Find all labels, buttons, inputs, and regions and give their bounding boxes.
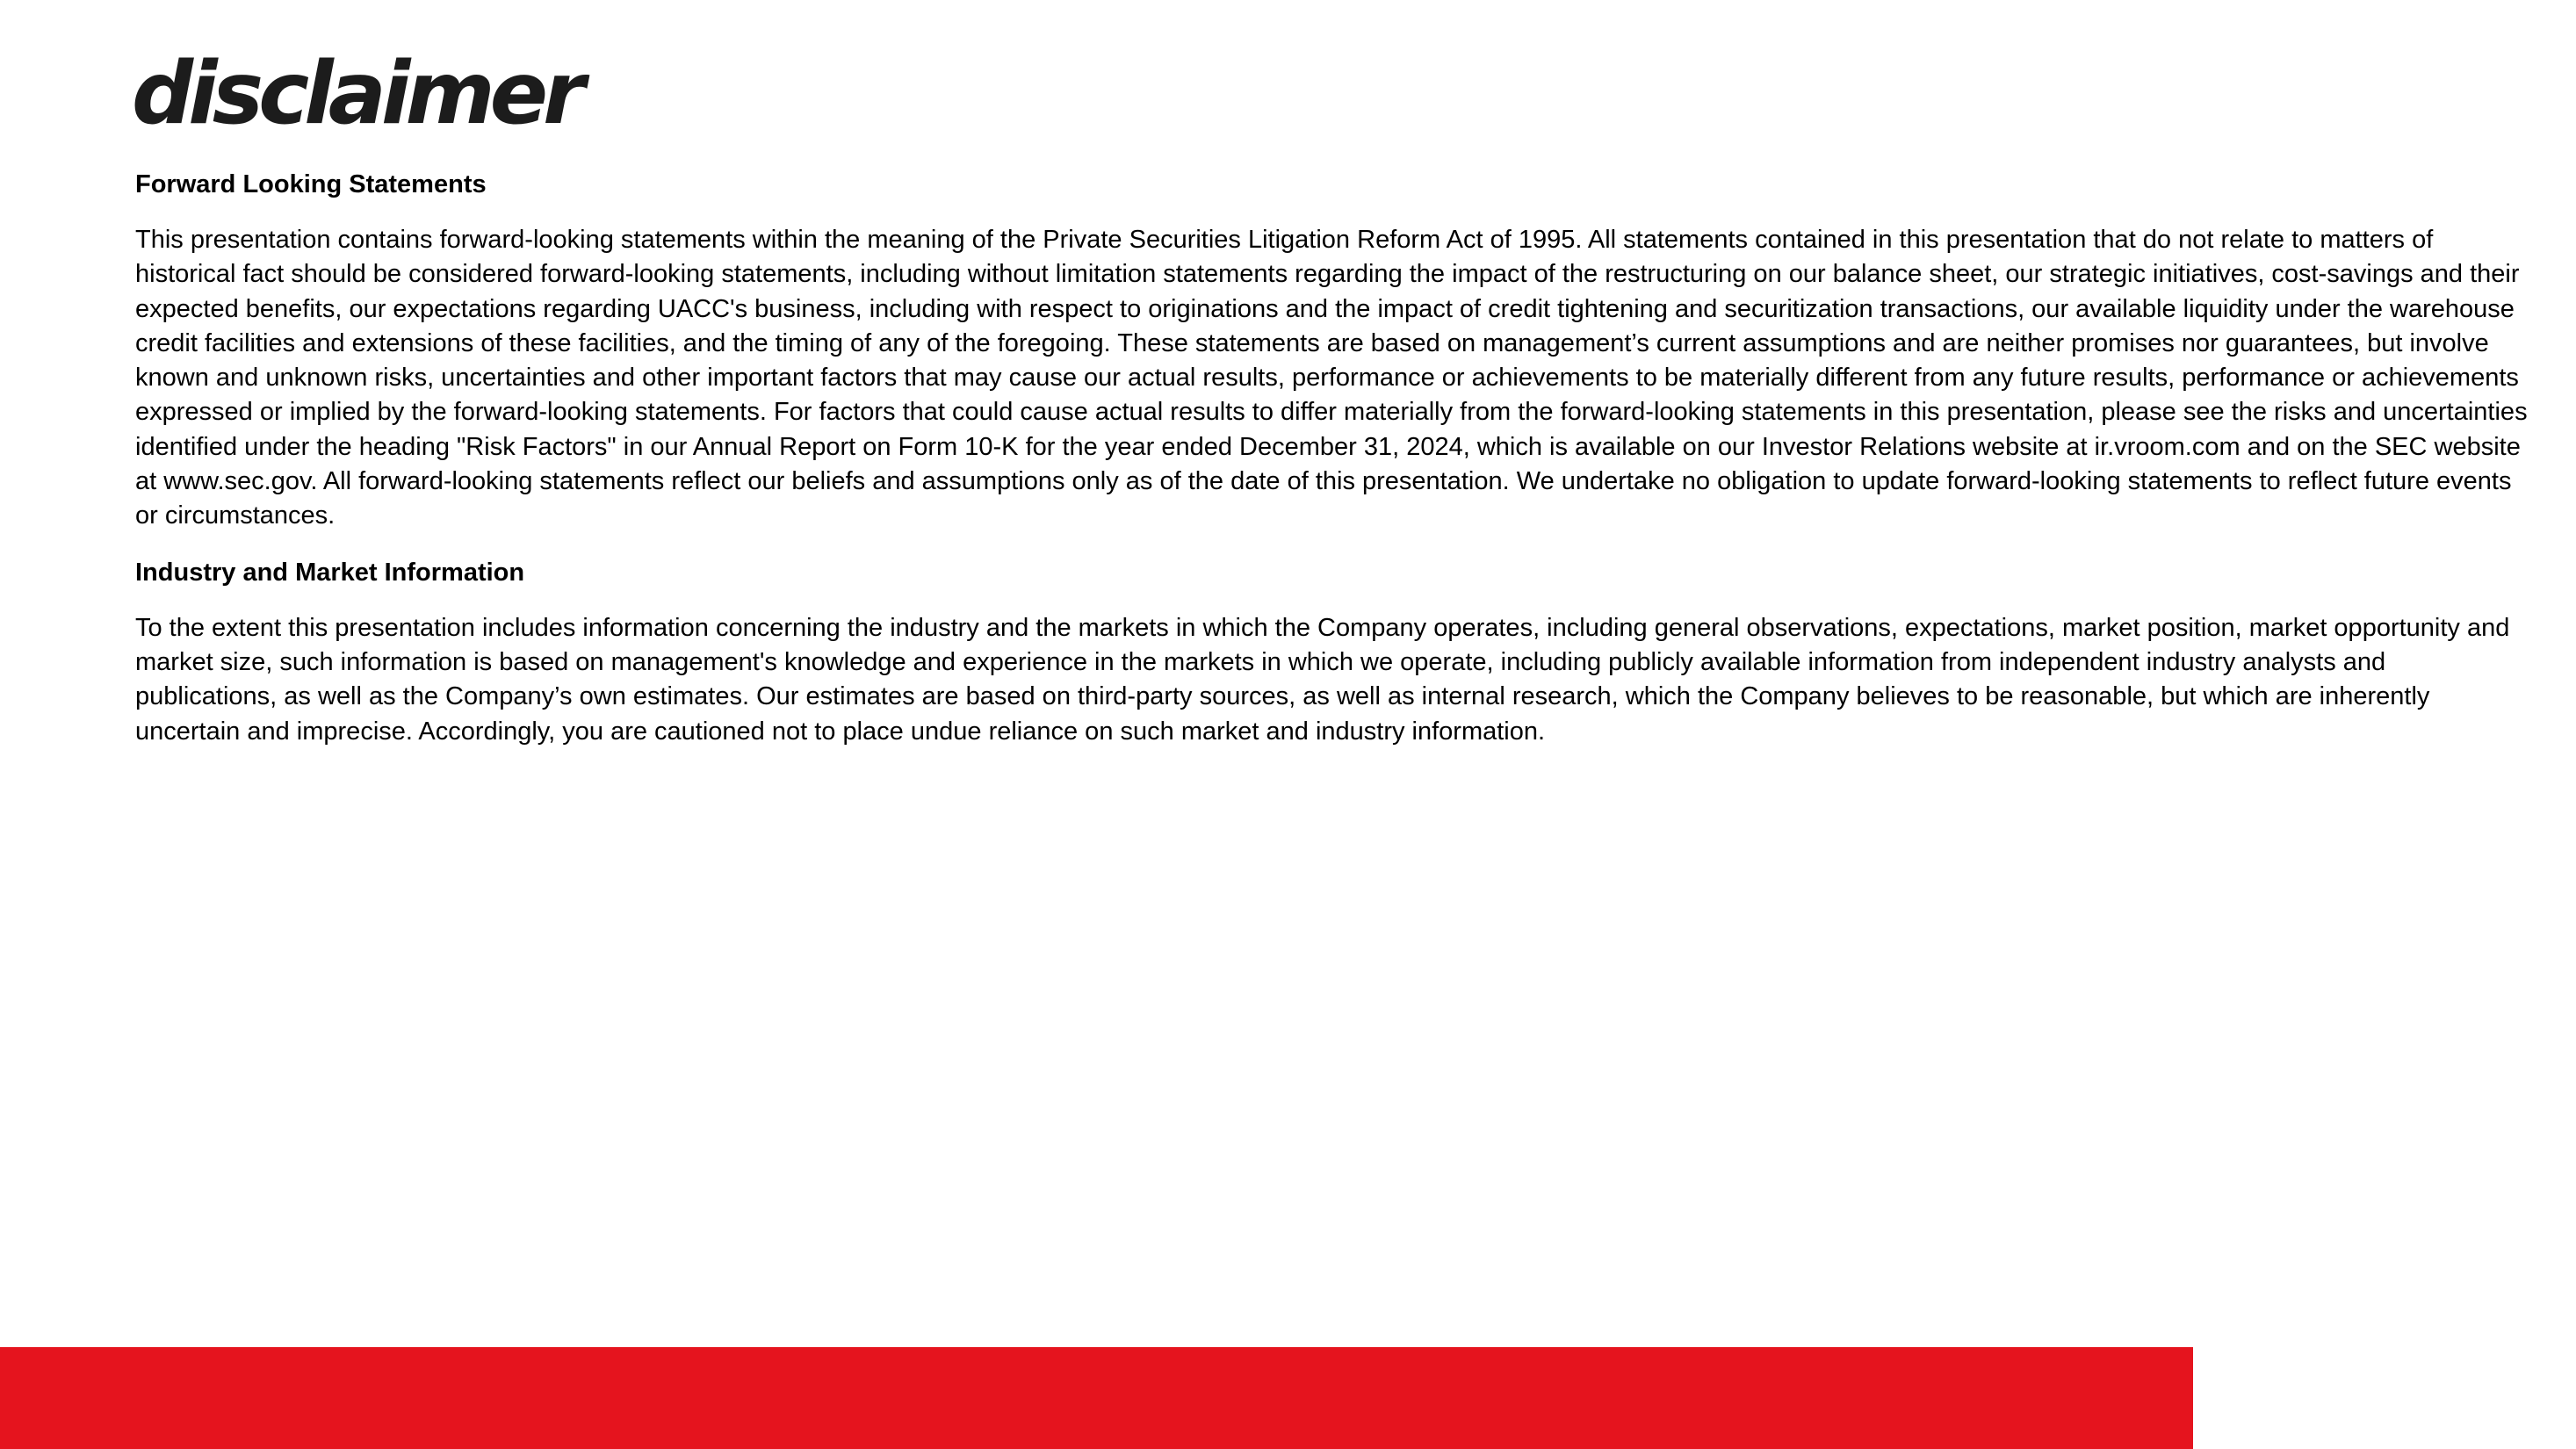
section-heading-industry-market: Industry and Market Information bbox=[135, 558, 525, 587]
section-divider-space bbox=[135, 534, 2533, 557]
disclaimer-content bbox=[135, 169, 2533, 749]
section-body-forward-looking: This presentation contains forward-looking statements within the meaning of the Private Securities Litigation Reform Act of 1995. All statements contained in this presentation that do not relate to matters of historical fact should be considered forward-looking statements, including without limitation statements regarding the impact of the restructuring on our balance sheet, our strategic initiatives, cost-savings and their expected benefits, our expectations regarding UACC's business, including with respect to originations and the impact of credit tightening and securitization transactions, our available liquidity under the warehouse credit facilities and extensions of these facilities, and the timing of any of the foregoing. These statements are based on management’s current assumptions and are neither promises nor guarantees, but involve known and unknown risks, uncertainties and other important factors that may cause our actual results, performance or achievements to be materially different from any future results, performance or achievements expressed or implied by the forward-looking statements. For factors that could cause actual results to differ materially from the forward-looking statements in this presentation, please see the risks and uncertainties identified under the heading "Risk Factors" in our Annual Report on Form 10-K for the year ended December 31, 2024, which is available on our Investor Relations website at ir.vroom.com and on the SEC website at www.sec.gov. All forward-looking statements reflect our beliefs and assumptions only as of the date of this presentation. We undertake no obligation to update forward-looking statements to reflect future events or circumstances. bbox=[135, 226, 2528, 530]
page-title: disclaimer bbox=[132, 44, 581, 144]
footer-accent-bar bbox=[0, 1347, 2193, 1449]
section-heading-forward-looking: Forward Looking Statements bbox=[135, 170, 487, 198]
section-body-industry-market: To the extent this presentation includes information concerning the industry and the markets in which the Company operates, including general observations, expectations, market position, market opportunity and market size, such information is based on management's knowledge and experience in the markets in which we operate, including publicly available information from independent industry analysts and publications, as well as the Company’s own estimates. Our estimates are based on third-party sources, as well as internal research, which the Company believes to be reasonable, but which are inherently uncertain and imprecise. Accordingly, you are cautioned not to place undue reliance on such market and industry information. bbox=[135, 613, 2510, 746]
